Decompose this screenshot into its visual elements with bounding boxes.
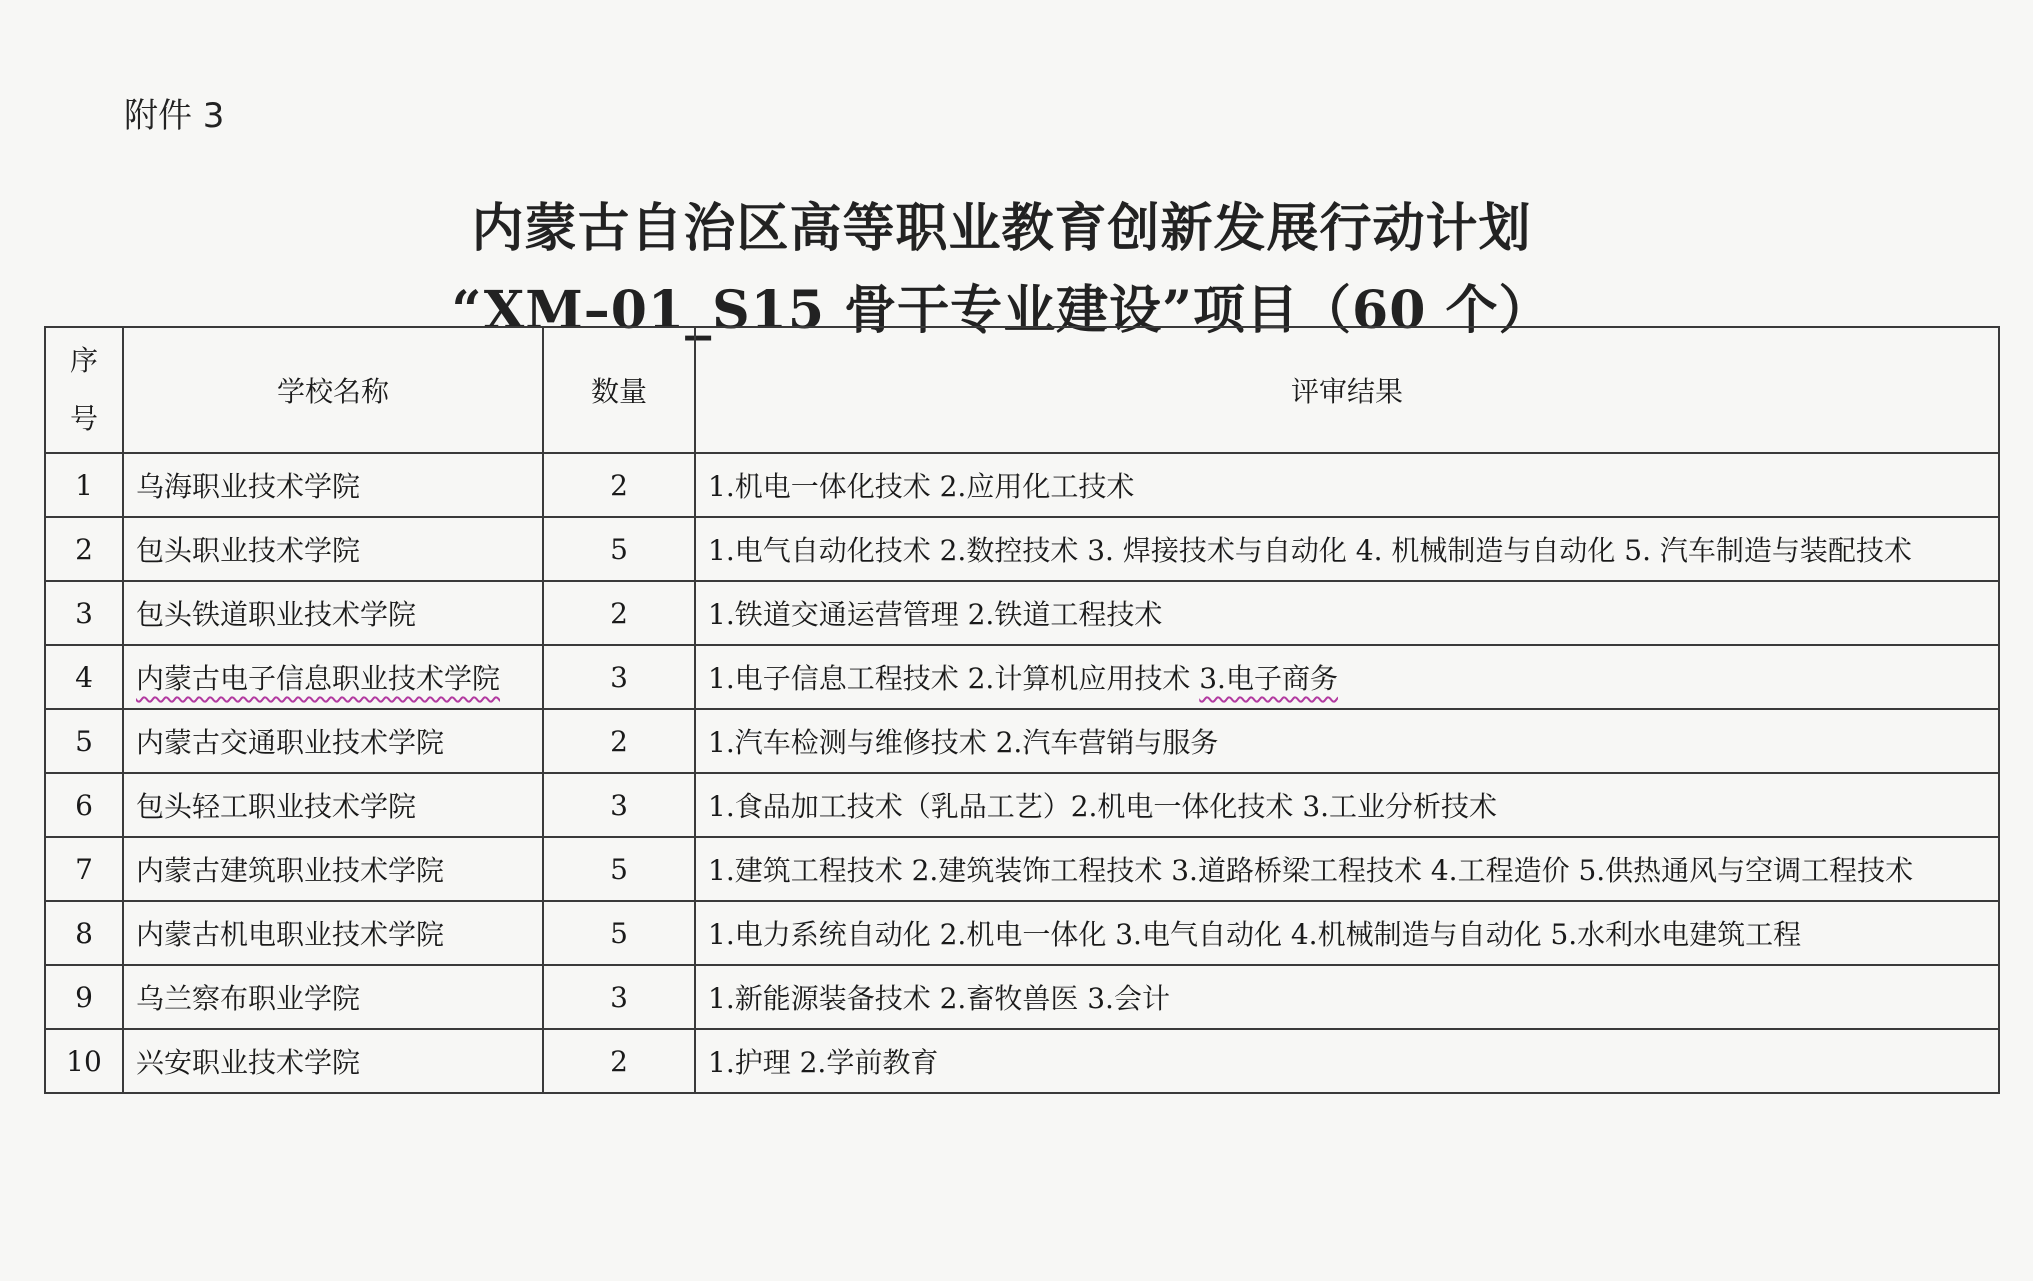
table-row xyxy=(45,517,1999,581)
cell-quantity: 2 xyxy=(543,453,695,517)
cell-serial-number: 6 xyxy=(45,773,123,837)
table-row xyxy=(45,837,1999,901)
cell-quantity: 2 xyxy=(543,581,695,645)
spellcheck-underlined-text: 3.电子商务 xyxy=(1199,662,1338,695)
cell-quantity: 5 xyxy=(543,901,695,965)
result-text: 1.电子信息工程技术 2.计算机应用技术 xyxy=(708,662,1200,695)
cell-school-name: 兴安职业技术学院 xyxy=(123,1029,543,1093)
document-title-line2: “XM–01_S15 骨干专业建设”项目（60 个） xyxy=(451,280,1552,341)
document-title-line1: 内蒙古自治区高等职业教育创新发展行动计划 xyxy=(471,198,1532,259)
cell-school-name xyxy=(123,645,543,709)
cell-review-result: 1.建筑工程技术 2.建筑装饰工程技术 3.道路桥梁工程技术 4.工程造价 5.供热通风与空调工程技术 xyxy=(695,837,1999,901)
cell-quantity: 3 xyxy=(543,645,695,709)
cell-review-result: 1.电气自动化技术 2.数控技术 3. 焊接技术与自动化 4. 机械制造与自动化 5. 汽车制造与装配技术 xyxy=(695,517,1999,581)
table-row xyxy=(45,901,1999,965)
table-row xyxy=(45,965,1999,1029)
cell-school-name: 乌兰察布职业学院 xyxy=(123,965,543,1029)
header-serial-char-2: 号 xyxy=(69,402,98,435)
header-serial-char-1: 序 xyxy=(69,344,98,377)
header-serial-number xyxy=(45,327,123,453)
cell-school-name: 包头铁道职业技术学院 xyxy=(123,581,543,645)
table-row xyxy=(45,709,1999,773)
cell-quantity: 2 xyxy=(543,709,695,773)
cell-school-name: 内蒙古交通职业技术学院 xyxy=(123,709,543,773)
cell-serial-number: 4 xyxy=(45,645,123,709)
table-row xyxy=(45,645,1999,709)
header-school-name: 学校名称 xyxy=(123,327,543,453)
cell-review-result: 1.护理 2.学前教育 xyxy=(695,1029,1999,1093)
table-row xyxy=(45,773,1999,837)
cell-review-result: 1.电力系统自动化 2.机电一体化 3.电气自动化 4.机械制造与自动化 5.水利水电建筑工程 xyxy=(695,901,1999,965)
cell-quantity: 2 xyxy=(543,1029,695,1093)
cell-review-result: 1.铁道交通运营管理 2.铁道工程技术 xyxy=(695,581,1999,645)
cell-review-result: 1.机电一体化技术 2.应用化工技术 xyxy=(695,453,1999,517)
table-header xyxy=(45,327,1999,453)
table-row xyxy=(45,581,1999,645)
cell-review-result: 1.汽车检测与维修技术 2.汽车营销与服务 xyxy=(695,709,1999,773)
table-row xyxy=(45,453,1999,517)
cell-serial-number: 2 xyxy=(45,517,123,581)
results-table xyxy=(44,326,2000,1094)
header-quantity: 数量 xyxy=(543,327,695,453)
header-review-result: 评审结果 xyxy=(695,327,1999,453)
cell-serial-number: 5 xyxy=(45,709,123,773)
cell-quantity: 5 xyxy=(543,837,695,901)
cell-review-result xyxy=(695,645,1999,709)
table-body xyxy=(45,453,1999,1093)
cell-school-name: 包头职业技术学院 xyxy=(123,517,543,581)
header-row xyxy=(45,327,1999,453)
cell-review-result: 1.食品加工技术（乳品工艺）2.机电一体化技术 3.工业分析技术 xyxy=(695,773,1999,837)
cell-school-name: 乌海职业技术学院 xyxy=(123,453,543,517)
cell-serial-number: 7 xyxy=(45,837,123,901)
cell-serial-number: 8 xyxy=(45,901,123,965)
cell-serial-number: 3 xyxy=(45,581,123,645)
attachment-label: 附件 3 xyxy=(124,96,225,136)
cell-school-name: 内蒙古建筑职业技术学院 xyxy=(123,837,543,901)
cell-serial-number: 1 xyxy=(45,453,123,517)
spellcheck-underlined-text: 内蒙古电子信息职业技术学院 xyxy=(136,662,501,695)
cell-quantity: 5 xyxy=(543,517,695,581)
cell-serial-number: 10 xyxy=(45,1029,123,1093)
cell-school-name: 内蒙古机电职业技术学院 xyxy=(123,901,543,965)
cell-serial-number: 9 xyxy=(45,965,123,1029)
cell-school-name: 包头轻工职业技术学院 xyxy=(123,773,543,837)
table-row xyxy=(45,1029,1999,1093)
cell-quantity: 3 xyxy=(543,773,695,837)
cell-quantity: 3 xyxy=(543,965,695,1029)
cell-review-result: 1.新能源装备技术 2.畜牧兽医 3.会计 xyxy=(695,965,1999,1029)
